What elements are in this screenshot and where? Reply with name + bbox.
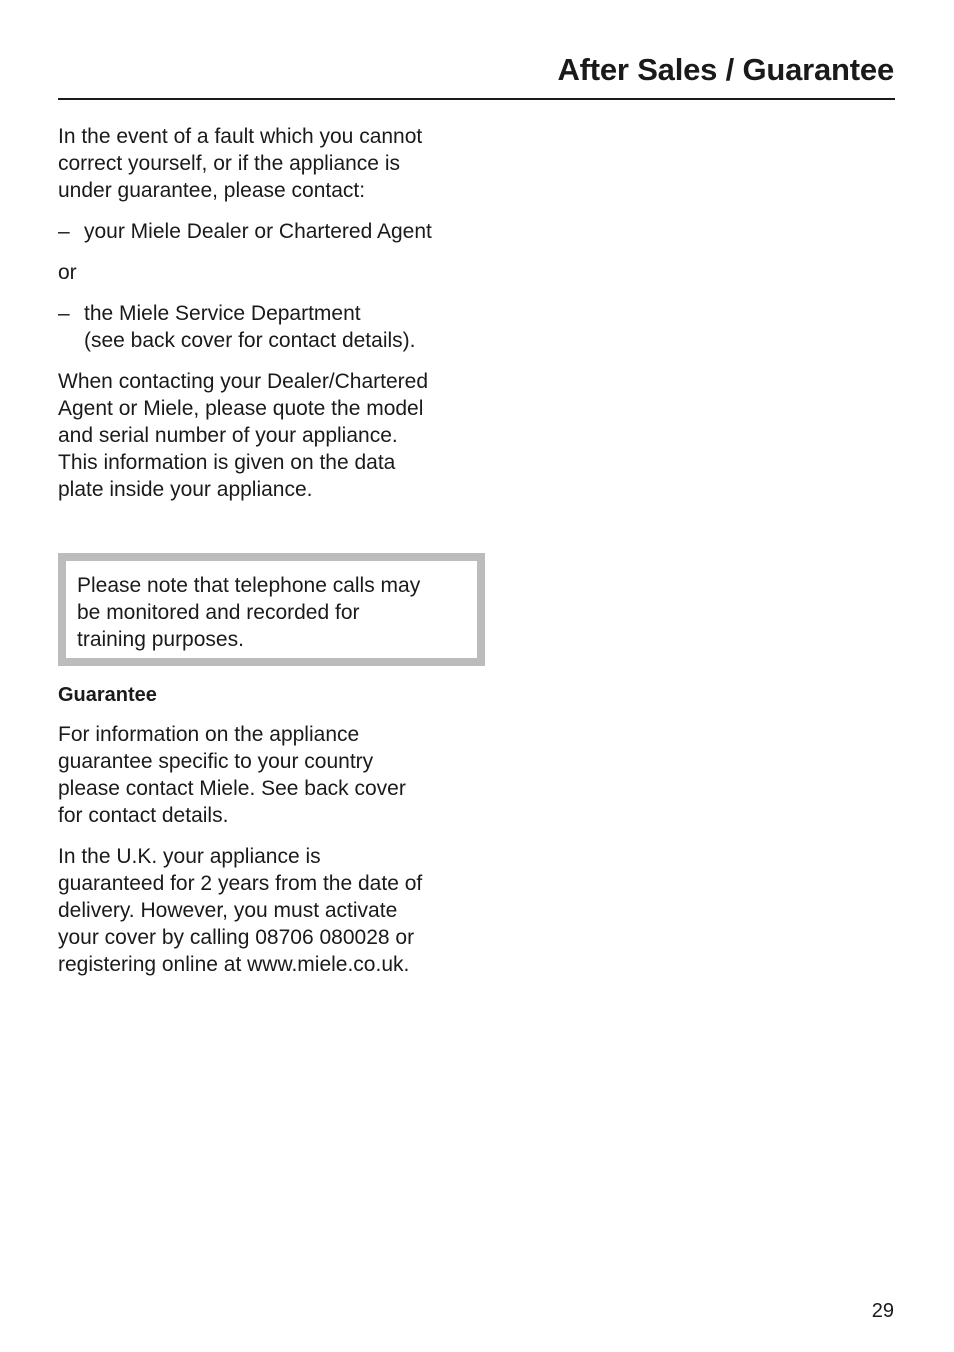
quote-info-line: plate inside your appliance.	[58, 478, 313, 501]
note-text	[77, 572, 467, 653]
note-line: be monitored and recorded for	[77, 601, 360, 624]
dash-bullet: –	[58, 302, 70, 325]
contact-option-line: the Miele Service Department	[84, 302, 361, 325]
intro-line: correct yourself, or if the appliance is	[58, 152, 400, 175]
guarantee-heading: Guarantee	[58, 684, 157, 706]
intro-line: In the event of a fault which you cannot	[58, 125, 423, 148]
uk-guarantee-line: delivery. However, you must activate	[58, 899, 398, 922]
guarantee-info-line: For information on the appliance	[58, 723, 360, 746]
uk-guarantee-line: guaranteed for 2 years from the date of	[58, 872, 423, 895]
quote-info-line: Agent or Miele, please quote the model	[58, 397, 424, 420]
quote-info-line: This information is given on the data	[58, 451, 396, 474]
guarantee-info-line: please contact Miele. See back cover	[58, 777, 406, 800]
page-number: 29	[871, 1300, 894, 1322]
intro-paragraph	[58, 123, 478, 204]
or-text: or	[58, 261, 77, 284]
guarantee-info-paragraph	[58, 721, 478, 829]
page-title: After Sales / Guarantee	[557, 52, 894, 87]
contact-option-service	[58, 300, 478, 354]
guarantee-info-line: for contact details.	[58, 804, 229, 827]
contact-option-text	[84, 300, 478, 354]
note-line: Please note that telephone calls may	[77, 574, 421, 597]
main-column	[58, 123, 478, 992]
intro-line: under guarantee, please contact:	[58, 179, 366, 202]
uk-guarantee-line: registering online at www.miele.co.uk.	[58, 953, 410, 976]
contact-option-line: (see back cover for contact details).	[84, 329, 416, 352]
uk-guarantee-line: your cover by calling 08706 080028 or	[58, 926, 415, 949]
contact-option-dealer	[58, 218, 478, 245]
note-line: training purposes.	[77, 628, 244, 651]
dash-bullet: –	[58, 220, 70, 243]
uk-guarantee-line: In the U.K. your appliance is	[58, 845, 321, 868]
quote-info-paragraph	[58, 368, 478, 503]
title-divider	[58, 98, 895, 100]
guarantee-info-line: guarantee specific to your country	[58, 750, 374, 773]
contact-option-text: your Miele Dealer or Chartered Agent	[84, 220, 432, 243]
note-box	[58, 553, 485, 666]
uk-guarantee-paragraph	[58, 843, 478, 978]
quote-info-line: When contacting your Dealer/Chartered	[58, 370, 429, 393]
quote-info-line: and serial number of your appliance.	[58, 424, 398, 447]
